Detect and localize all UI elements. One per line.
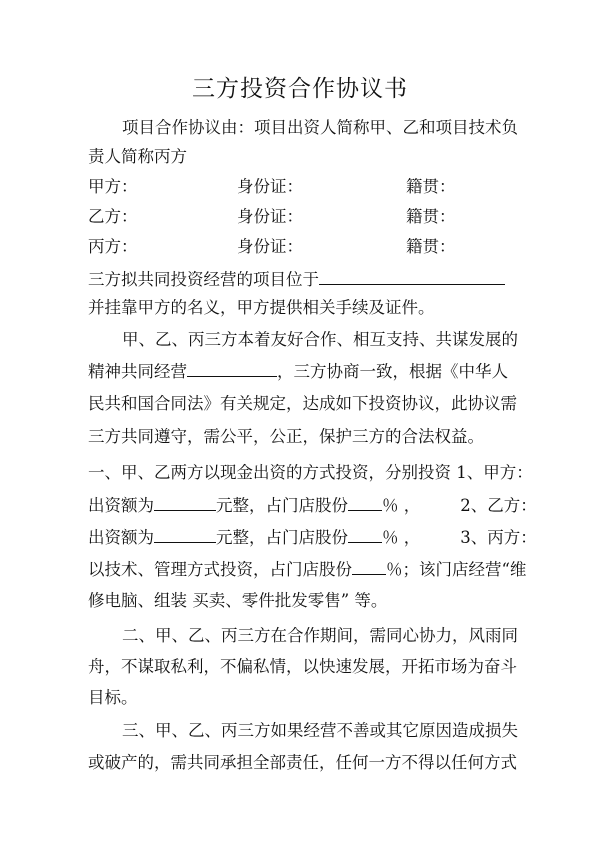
yi-share-blank [348,526,382,543]
clause2-line-1: 二、甲、乙、丙三方在合作期间，需同心协力，风雨同 [122,626,518,645]
clause1-line-2 [88,494,537,517]
preamble-line-3: 民共和国合同法》有关规定，达成如下投资协议，此协议需 [88,394,517,413]
clause1-line3-a: 出资额为 [88,528,154,547]
clause1-line-3 [88,526,537,549]
clause3-line-2: 或破产的，需共同承担全部责任，任何一方不得以任何方式 [88,753,517,772]
yi-amount-blank [154,526,216,543]
clause1-line2-a: 出资额为 [88,496,154,515]
clause2-line-3: 目标。 [88,688,138,707]
preamble-line-2-suffix: ，三方协商一致，根据《中华人 [277,362,508,381]
jia-share-blank [348,494,382,511]
jia-amount-blank [154,494,216,511]
clause1-line4-b: ％；该门店经营“维 [386,560,527,579]
clause1-line3-b: 元整，占门店股份 [216,528,348,547]
preamble-line-1: 甲、乙、丙三方本着友好合作、相互支持、共谋发展的 [122,330,518,349]
party-yi-id-label: 身份证： [237,207,303,226]
document-title: 三方投资合作协议书 [192,76,408,102]
clause1-line2-c: ％ ， [382,496,421,515]
clause1-line-4 [88,558,526,581]
party-jia-label: 甲方： [88,177,138,196]
clause1-line3-d: 3、丙方： [460,528,537,547]
clause1-line2-b: 元整，占门店股份 [216,496,348,515]
preamble-line-2-prefix: 精神共同经营 [88,362,187,381]
party-bing-id-label: 身份证： [237,237,303,256]
clause1-line4-a: 以技术、管理方式投资，占门店股份 [88,560,352,579]
bing-share-blank [352,558,386,575]
party-jia-id-label: 身份证： [237,177,303,196]
clause2-line-2: 舟，不谋取私利，不偏私情，以快速发展，开拓市场为奋斗 [88,657,517,676]
location-prefix: 三方拟共同投资经营的项目位于 [88,270,319,289]
preamble-line-4: 三方共同遵守，需公平，公正，保护三方的合法权益。 [88,427,484,446]
clause1-line-5: 修电脑、组装 买卖、零件批发零售” 等。 [88,591,388,610]
party-yi-origin-label: 籍贯： [406,207,456,226]
clause3-line-1: 三、甲、乙、丙三方如果经营不善或其它原因造成损失 [122,721,518,740]
clause1-line-1: 一、甲、乙两方以现金出资的方式投资，分别投资 1、甲方： [88,463,533,482]
location-blank [319,268,505,285]
preamble-line-2 [88,360,508,383]
business-name-blank [187,360,277,377]
party-bing-label: 丙方： [88,237,138,256]
clause1-line2-d: 2、乙方： [460,496,537,515]
clause1-line3-c: ％ ， [382,528,421,547]
location-line-2: 并挂靠甲方的名义，甲方提供相关手续及证件。 [88,298,435,317]
intro-line-1: 项目合作协议由：项目出资人简称甲、乙和项目技术负 [122,118,518,137]
party-jia-origin-label: 籍贯： [406,177,456,196]
location-line-1 [88,268,505,291]
party-bing-origin-label: 籍贯： [406,237,456,256]
intro-line-2: 责人简称丙方 [88,147,187,166]
party-yi-label: 乙方： [88,207,138,226]
